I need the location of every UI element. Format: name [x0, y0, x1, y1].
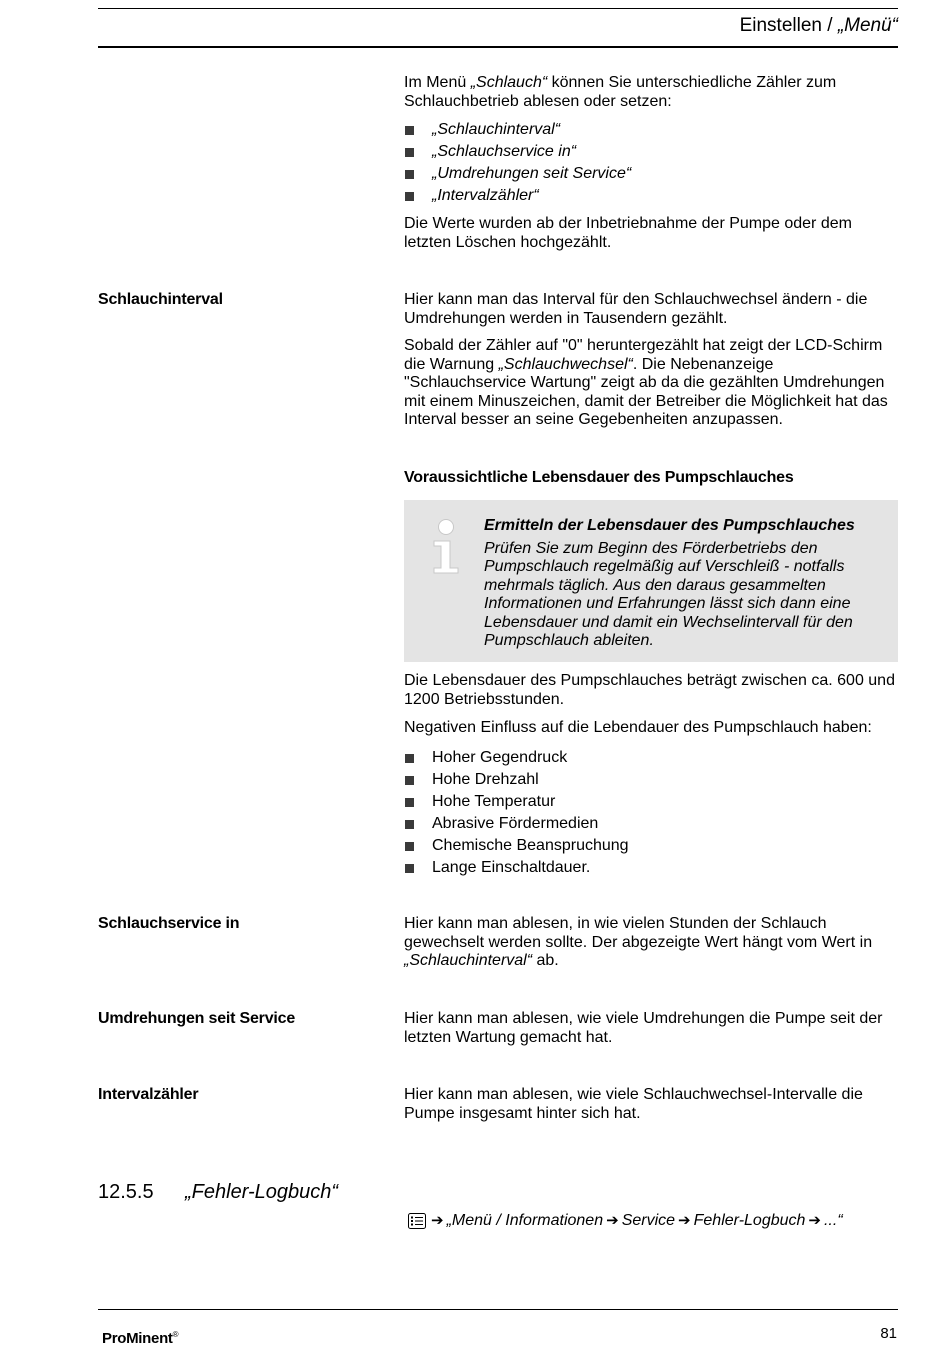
header-title-plain: Einstellen / — [739, 15, 838, 36]
list-item: Abrasive Fördermedien — [404, 813, 898, 835]
schlauchservice-label: Schlauchservice in — [98, 915, 240, 932]
square-bullet-icon — [405, 820, 414, 829]
umdrehungen-text: Hier kann man ablesen, wie viele Umdrehungen die Pumpe seit der letzten Wartung gemacht hat. — [404, 1010, 883, 1046]
square-bullet-icon — [405, 170, 414, 179]
header-title-italic: „Menü“ — [837, 15, 898, 36]
schlauchservice-section — [404, 915, 898, 971]
header-top-rule — [98, 8, 898, 9]
info-title: Ermitteln der Lebensdauer des Pumpschlauches — [484, 517, 855, 534]
info-body: Prüfen Sie zum Beginn des Förderbetriebs den Pumpschlauch regelmäßig auf Verschleiß - notfalls mehrmals täglich. Aus den daraus gesammelten Informationen und Erfahrungen lässt sich dann eine Lebensdauer und damit ein Wechselintervall für den Pumpschlauch ableiten. — [484, 539, 853, 649]
schlauchservice-text: Hier kann man ablesen, in wie vielen Stunden der Schlauch gewechselt werden sollte. Der abgezeigte Wert hängt vom Wert in „Schlauchinterval“ ab. — [404, 915, 873, 969]
right-arrow-icon: ➔ — [431, 1212, 444, 1229]
path-step: Fehler-Logbuch — [693, 1212, 806, 1229]
footer-rule — [98, 1309, 898, 1310]
header-bottom-rule — [98, 46, 898, 48]
info-text-block — [484, 517, 884, 651]
square-bullet-icon — [405, 754, 414, 763]
list-item: Lange Einschaltdauer. — [404, 857, 898, 879]
section-title: „Fehler-Logbuch“ — [185, 1181, 339, 1203]
intro-section — [404, 74, 898, 252]
list-item: Chemische Beanspruchung — [404, 835, 898, 857]
info-icon — [428, 518, 464, 576]
lifetime-section — [404, 672, 898, 879]
umdrehungen-label: Umdrehungen seit Service — [98, 1010, 296, 1027]
intervalzaehler-text: Hier kann man ablesen, wie viele Schlauchwechsel-Intervalle die Pumpe insgesamt hinter sich hat. — [404, 1086, 863, 1122]
right-arrow-icon: ➔ — [606, 1212, 619, 1229]
path-step: „Menü / Informationen — [446, 1212, 604, 1229]
list-item: Hohe Drehzahl — [404, 769, 898, 791]
square-bullet-icon — [405, 776, 414, 785]
schlauchinterval-label: Schlauchinterval — [98, 291, 223, 308]
list-item: „Schlauchservice in“ — [404, 141, 898, 163]
page-number: 81 — [880, 1325, 897, 1342]
list-item: Hohe Temperatur — [404, 791, 898, 813]
lifetime-para1: Die Lebensdauer des Pumpschlauches beträgt zwischen ca. 600 und 1200 Betriebsstunden. — [404, 672, 895, 708]
square-bullet-icon — [405, 148, 414, 157]
menu-name: „Schlauch“ — [470, 74, 548, 91]
path-step: Service — [621, 1212, 676, 1229]
factor-list — [404, 747, 898, 879]
info-box — [404, 500, 898, 662]
lifetime-para2: Negativen Einfluss auf die Lebendauer des Pumpschlauch haben: — [404, 719, 872, 736]
square-bullet-icon — [405, 864, 414, 873]
list-item: Hoher Gegendruck — [404, 747, 898, 769]
section-number: 12.5.5 — [98, 1181, 154, 1203]
counter-list — [404, 119, 898, 207]
list-item: „Intervalzähler“ — [404, 185, 898, 207]
schlauchinterval-para1: Hier kann man das Interval für den Schlauchwechsel ändern - die Umdrehungen werden in Tausendern gezählt. — [404, 291, 868, 327]
path-step: ...“ — [823, 1212, 843, 1229]
list-item: „Schlauchinterval“ — [404, 119, 898, 141]
right-arrow-icon: ➔ — [678, 1212, 691, 1229]
right-arrow-icon: ➔ — [808, 1212, 821, 1229]
intervalzaehler-label: Intervalzähler — [98, 1086, 199, 1103]
prominent-logo: ProMinent® — [102, 1330, 179, 1347]
lifetime-heading: Voraussichtliche Lebensdauer des Pumpschlauches — [404, 469, 794, 486]
intro-closing: Die Werte wurden ab der Inbetriebnahme der Pumpe oder dem letzten Löschen hochgezählt. — [404, 215, 852, 251]
intro-paragraph: Im Menü „Schlauch“ können Sie unterschiedliche Zähler zum Schlauchbetrieb ablesen oder setzen: — [404, 74, 837, 110]
square-bullet-icon — [405, 842, 414, 851]
schlauchinterval-section — [404, 291, 898, 430]
list-item: „Umdrehungen seit Service“ — [404, 163, 898, 185]
square-bullet-icon — [405, 798, 414, 807]
schlauchinterval-para2: Sobald der Zähler auf "0" heruntergezählt hat zeigt der LCD-Schirm die Warnung „Schlauchwechsel“. Die Nebenanzeige "Schlauchservice Wartung" zeigt ab da die gezählten Umdrehungen mit einem Minuszeichen, damit der Betreiber die Möglichkeit hat das Interval besser an seine Gegebenheiten anzupassen. — [404, 337, 888, 428]
square-bullet-icon — [405, 192, 414, 201]
square-bullet-icon — [405, 126, 414, 135]
menu-list-icon — [408, 1213, 426, 1229]
menu-path — [408, 1212, 843, 1231]
page-header-title — [740, 14, 898, 38]
